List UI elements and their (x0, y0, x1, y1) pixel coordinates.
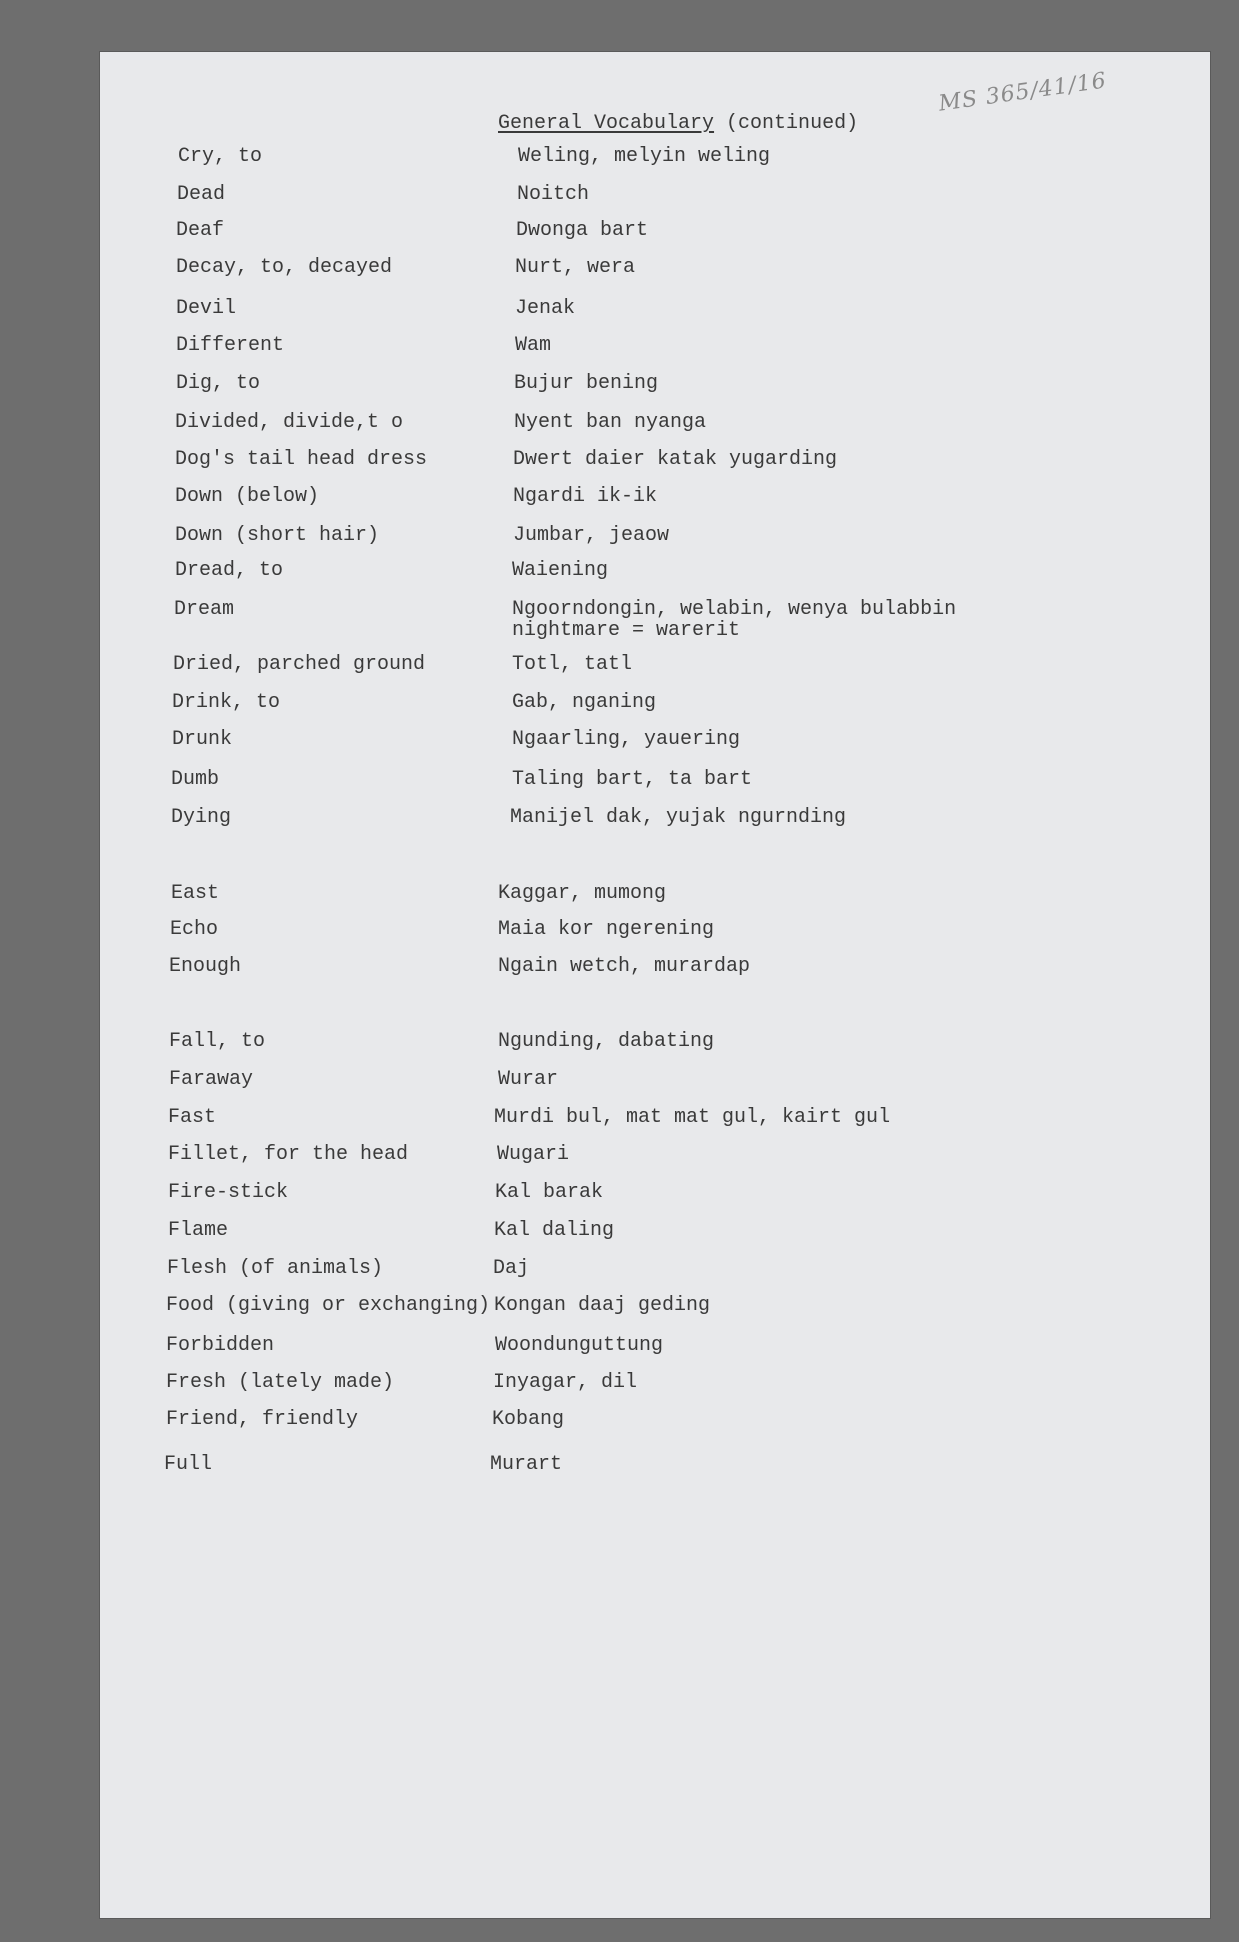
english-term: Forbidden (166, 1334, 275, 1357)
aboriginal-translation: Daj (493, 1257, 530, 1280)
aboriginal-translation: Wam (515, 334, 552, 357)
aboriginal-translation: Nurt, wera (515, 256, 636, 279)
page-heading (498, 112, 858, 135)
english-term: Divided, divide,t o (175, 411, 404, 434)
english-term: Fall, to (169, 1030, 266, 1053)
english-term: Dried, parched ground (173, 653, 426, 676)
aboriginal-translation: Woondunguttung (495, 1334, 664, 1357)
aboriginal-translation: Kaggar, mumong (498, 882, 667, 905)
english-term: Friend, friendly (166, 1408, 359, 1431)
english-term: Drink, to (172, 691, 281, 714)
english-term: Decay, to, decayed (176, 256, 393, 279)
english-term: Dead (177, 183, 226, 206)
aboriginal-translation: Bujur bening (514, 372, 659, 395)
aboriginal-translation: Wurar (498, 1068, 559, 1091)
aboriginal-translation: Murdi bul, mat mat gul, kairt gul (494, 1106, 891, 1129)
aboriginal-translation: Dwert daier katak yugarding (513, 448, 838, 471)
english-term: Full (164, 1453, 213, 1476)
english-term: Food (giving or exchanging) (166, 1294, 491, 1317)
english-term: Echo (170, 918, 219, 941)
aboriginal-translation: Ngaarling, yauering (512, 728, 741, 751)
english-term: Fire-stick (168, 1181, 289, 1204)
english-term: Flesh (of animals) (167, 1257, 384, 1280)
english-term: East (171, 882, 220, 905)
aboriginal-translation: Gab, nganing (512, 691, 657, 714)
english-term: Fresh (lately made) (166, 1371, 395, 1394)
aboriginal-translation: Dwonga bart (516, 219, 649, 242)
english-term: Enough (169, 955, 242, 978)
aboriginal-translation: Maia kor ngerening (498, 918, 715, 941)
english-term: Dog's tail head dress (175, 448, 428, 471)
heading-suffix: (continued) (714, 112, 859, 135)
aboriginal-translation: Weling, melyin weling (518, 145, 771, 168)
aboriginal-translation: Kal barak (495, 1181, 604, 1204)
english-term: Cry, to (178, 145, 263, 168)
aboriginal-translation: Kobang (492, 1408, 565, 1431)
english-term: Fast (168, 1106, 217, 1129)
aboriginal-translation: Waiening (512, 559, 609, 582)
english-term: Down (below) (175, 485, 320, 508)
aboriginal-translation: Ngunding, dabating (498, 1030, 715, 1053)
english-term: Dream (174, 598, 235, 621)
aboriginal-translation: Wugari (497, 1143, 570, 1166)
aboriginal-translation-continued: nightmare = warerit (512, 619, 741, 642)
english-term: Dying (171, 806, 232, 829)
aboriginal-translation: Ngardi ik-ik (513, 485, 658, 508)
aboriginal-translation: Murart (490, 1453, 563, 1476)
aboriginal-translation: Nyent ban nyanga (514, 411, 707, 434)
aboriginal-translation: Ngain wetch, murardap (498, 955, 751, 978)
aboriginal-translation: Inyagar, dil (493, 1371, 638, 1394)
aboriginal-translation: Jumbar, jeaow (513, 524, 670, 547)
aboriginal-translation: Jenak (515, 297, 576, 320)
aboriginal-translation: Noitch (517, 183, 590, 206)
aboriginal-translation: Kal daling (494, 1219, 615, 1242)
aboriginal-translation: Kongan daaj geding (494, 1294, 711, 1317)
aboriginal-translation: Taling bart, ta bart (512, 768, 753, 791)
document-page (100, 52, 1210, 1918)
english-term: Faraway (169, 1068, 254, 1091)
aboriginal-translation: Manijel dak, yujak ngurnding (510, 806, 847, 829)
english-term: Down (short hair) (175, 524, 380, 547)
english-term: Different (176, 334, 285, 357)
heading-title: General Vocabulary (498, 112, 715, 135)
english-term: Devil (176, 297, 237, 320)
english-term: Fillet, for the head (168, 1143, 409, 1166)
archive-reference: MS 365/41/16 (937, 68, 1109, 117)
aboriginal-translation: Totl, tatl (512, 653, 633, 676)
aboriginal-translation: Ngoorndongin, welabin, wenya bulabbin (512, 598, 957, 621)
english-term: Flame (168, 1219, 229, 1242)
english-term: Drunk (172, 728, 233, 751)
english-term: Deaf (176, 219, 225, 242)
english-term: Dread, to (175, 559, 284, 582)
english-term: Dumb (171, 768, 220, 791)
english-term: Dig, to (176, 372, 261, 395)
